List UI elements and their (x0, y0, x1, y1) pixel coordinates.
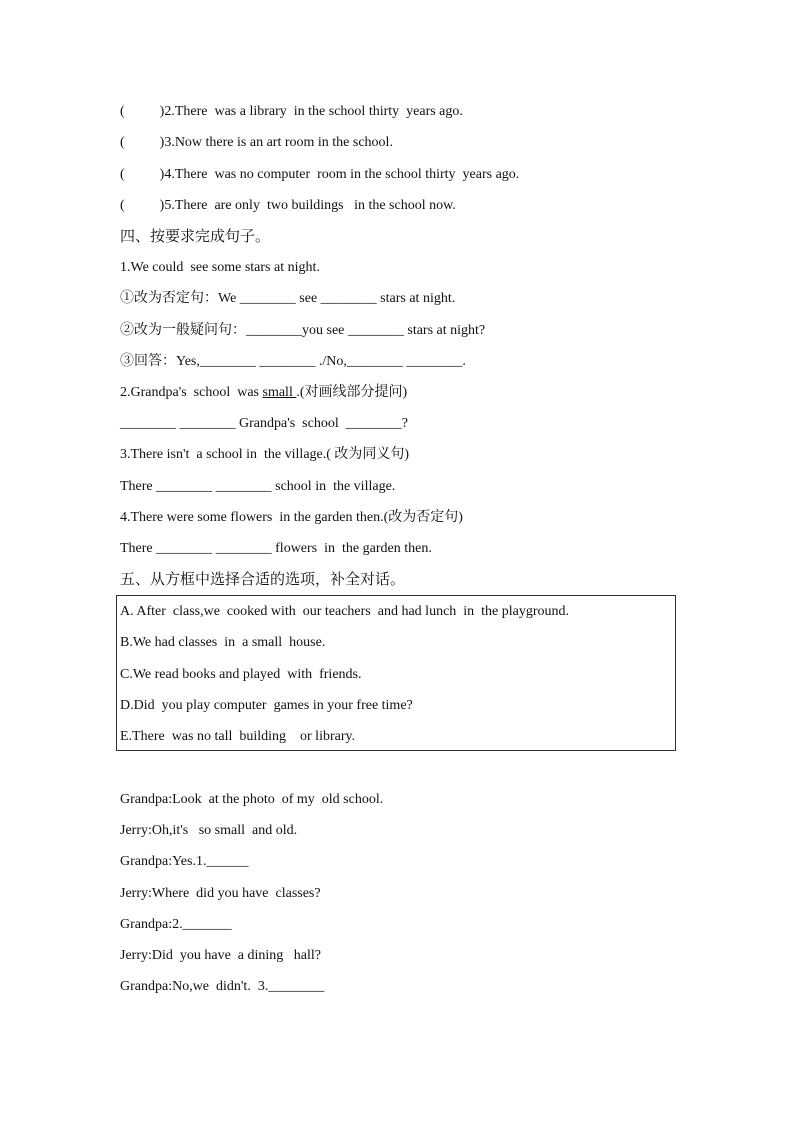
section-5-heading: 五、从方框中选择合适的选项，补全对话。 (120, 570, 406, 588)
option-b: B.We had classes in a small house. (120, 635, 326, 650)
s4-q2-pre: 2.Grandpa's school was (120, 385, 263, 400)
s4-q4-blank: There ________ ________ flowers in the garden then. (120, 541, 432, 556)
s4-question-4: 4.There were some flowers in the garden then.(改为否定句) (120, 510, 463, 525)
option-e: E.There was no tall building or library. (120, 729, 356, 744)
judge-item-5: ( )5.There are only two buildings in the school now. (120, 198, 456, 213)
option-c: C.We read books and played with friends. (120, 667, 362, 682)
option-d: D.Did you play computer games in your free time? (120, 698, 413, 713)
s4-q1-question: ②改为一般疑问句：________you see ________ stars at night? (120, 323, 486, 338)
judge-item-4: ( )4.There was no computer room in the school thirty years ago. (120, 167, 520, 182)
s4-q1-negative: ①改为否定句：We ________ see ________ stars at night. (120, 291, 456, 306)
dialogue-line-7: Grandpa:No,we didn't. 3.________ (120, 979, 325, 994)
dialogue-line-2: Jerry:Oh,it's so small and old. (120, 823, 298, 838)
s4-q3-blank: There ________ ________ school in the village. (120, 479, 396, 494)
s4-question-1: 1.We could see some stars at night. (120, 260, 320, 275)
dialogue-line-3: Grandpa:Yes.1.______ (120, 854, 249, 869)
dialogue-line-1: Grandpa:Look at the photo of my old school. (120, 792, 384, 807)
judge-item-3: ( )3.Now there is an art room in the school. (120, 135, 393, 150)
s4-q2-post: .(对画线部分提问) (296, 385, 408, 400)
dialogue-line-6: Jerry:Did you have a dining hall? (120, 948, 322, 963)
dialogue-line-4: Jerry:Where did you have classes? (120, 886, 321, 901)
s4-q1-answer: ③回答：Yes,________ ________ ./No,________ ________. (120, 354, 466, 369)
dialogue-line-5: Grandpa:2._______ (120, 917, 232, 932)
judge-item-2: ( )2.There was a library in the school thirty years ago. (120, 104, 463, 119)
s4-q2-blank: ________ ________ Grandpa's school ________? (120, 416, 408, 431)
s4-question-3: 3.There isn't a school in the village.( 改为同义句) (120, 447, 410, 462)
s4-q2-underlined-word: small (262, 385, 297, 400)
option-a: A. After class,we cooked with our teachers and had lunch in the playground. (120, 604, 570, 619)
section-4-heading: 四、按要求完成句子。 (120, 227, 271, 245)
s4-question-2 (120, 384, 407, 402)
